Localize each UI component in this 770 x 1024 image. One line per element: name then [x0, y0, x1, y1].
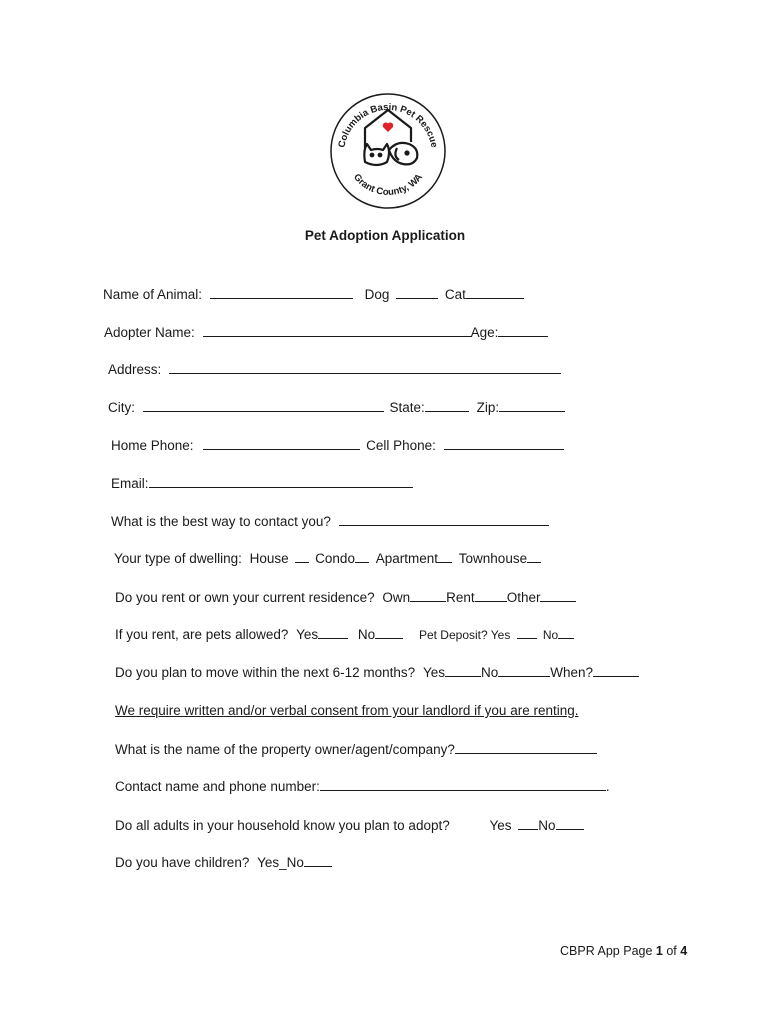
move-yes-label: Yes [422, 665, 445, 680]
page-footer [560, 944, 687, 958]
contact-name-row [115, 777, 610, 796]
dog-label: Dog [364, 287, 390, 302]
dwelling-row [114, 549, 541, 568]
rent-field[interactable] [475, 588, 507, 602]
adults-yes-field[interactable] [518, 816, 538, 830]
children-row [115, 853, 332, 872]
cell-phone-label: Cell Phone: [366, 438, 436, 453]
apartment-label: Apartment [375, 551, 439, 566]
adopter-row [104, 323, 548, 342]
address-label: Address: [108, 362, 162, 377]
own-field[interactable] [410, 588, 446, 602]
home-phone-field[interactable] [203, 436, 360, 450]
other-label: Other [506, 590, 541, 605]
email-label: Email: [111, 476, 149, 491]
address-row [108, 360, 561, 379]
footer-prefix: CBPR App Page [560, 944, 653, 958]
state-field[interactable] [425, 398, 469, 412]
pet-deposit-yes-field[interactable] [517, 625, 537, 639]
condo-label: Condo [315, 551, 355, 566]
house-label: House [249, 551, 289, 566]
footer-page-number: 1 [655, 944, 663, 958]
logo-arc-top-text: Columbia Basin Pet Rescue [336, 101, 440, 149]
contact-pref-label: What is the best way to contact you? [111, 514, 331, 529]
pet-deposit-label: Pet Deposit? Yes [418, 628, 511, 642]
children-label: Do you have children? [115, 855, 250, 870]
house-field[interactable] [295, 549, 309, 563]
rent-label: Rent [446, 590, 475, 605]
pets-allowed-row [115, 625, 574, 644]
city-label: City: [108, 400, 135, 415]
move-label: Do you plan to move within the next 6-12 months? [115, 665, 416, 680]
townhouse-label: Townhouse [458, 551, 528, 566]
phone-row [111, 436, 564, 455]
move-no-field[interactable] [498, 663, 550, 677]
rent-own-label: Do you rent or own your current residence? [115, 590, 375, 605]
pet-deposit-no-label: No [542, 628, 559, 642]
children-field[interactable] [304, 853, 332, 867]
move-yes-field[interactable] [445, 663, 481, 677]
age-label: Age: [470, 325, 499, 340]
contact-name-field[interactable] [320, 777, 606, 791]
townhouse-field[interactable] [527, 549, 541, 563]
cat-field[interactable] [466, 285, 524, 299]
contact-pref-row [111, 512, 549, 531]
landlord-consent-note: We require written and/or verbal consent from your landlord if you are renting. [115, 703, 579, 718]
pets-allowed-no-label: No [357, 627, 376, 642]
rescue-logo [327, 92, 449, 210]
pets-allowed-yes-label: Yes [296, 627, 319, 642]
pet-deposit-no-field[interactable] [558, 625, 574, 639]
city-field[interactable] [143, 398, 384, 412]
home-phone-label: Home Phone: [111, 438, 194, 453]
rent-own-row [115, 588, 576, 607]
address-field[interactable] [169, 360, 561, 374]
name-of-animal-label: Name of Animal: [103, 287, 203, 302]
email-field[interactable] [149, 474, 413, 488]
when-field[interactable] [593, 663, 639, 677]
contact-name-period: . [605, 779, 610, 794]
owner-row [115, 740, 597, 759]
name-of-animal-field[interactable] [210, 285, 353, 299]
adults-label: Do all adults in your household know you plan to adopt? [115, 818, 450, 833]
children-yes-no-label: Yes_No [257, 855, 304, 870]
city-row [108, 398, 565, 417]
adults-yes-label: Yes [489, 818, 512, 833]
zip-label: Zip: [476, 400, 500, 415]
condo-field[interactable] [355, 549, 369, 563]
logo-arc-bottom-text: Grant County, WA [351, 171, 425, 198]
apartment-field[interactable] [438, 549, 452, 563]
heart-icon [383, 122, 394, 132]
age-field[interactable] [498, 323, 548, 337]
contact-name-label: Contact name and phone number: [115, 779, 320, 794]
owner-field[interactable] [455, 740, 597, 754]
adults-no-label: No [538, 818, 556, 833]
pets-allowed-yes-field[interactable] [318, 625, 348, 639]
zip-field[interactable] [499, 398, 565, 412]
move-no-label: No [480, 665, 499, 680]
pets-allowed-no-field[interactable] [375, 625, 403, 639]
contact-pref-field[interactable] [339, 512, 549, 526]
footer-of: of [666, 944, 677, 958]
dwelling-label: Your type of dwelling: [114, 551, 242, 566]
adults-no-field[interactable] [556, 816, 584, 830]
when-label: When? [550, 665, 594, 680]
own-label: Own [382, 590, 411, 605]
other-field[interactable] [540, 588, 576, 602]
cat-label: Cat [444, 287, 466, 302]
state-label: State: [389, 400, 425, 415]
dog-field[interactable] [396, 285, 438, 299]
animal-row [103, 285, 524, 304]
owner-label: What is the name of the property owner/agent/company? [115, 742, 455, 757]
page-title: Pet Adoption Application [304, 228, 466, 243]
cell-phone-field[interactable] [444, 436, 564, 450]
adopter-name-field[interactable] [203, 323, 471, 337]
pets-allowed-label: If you rent, are pets allowed? [115, 627, 289, 642]
email-row [111, 474, 413, 493]
move-row [115, 663, 639, 682]
adults-row [115, 816, 584, 835]
adopter-name-label: Adopter Name: [104, 325, 195, 340]
footer-page-total: 4 [680, 944, 688, 958]
